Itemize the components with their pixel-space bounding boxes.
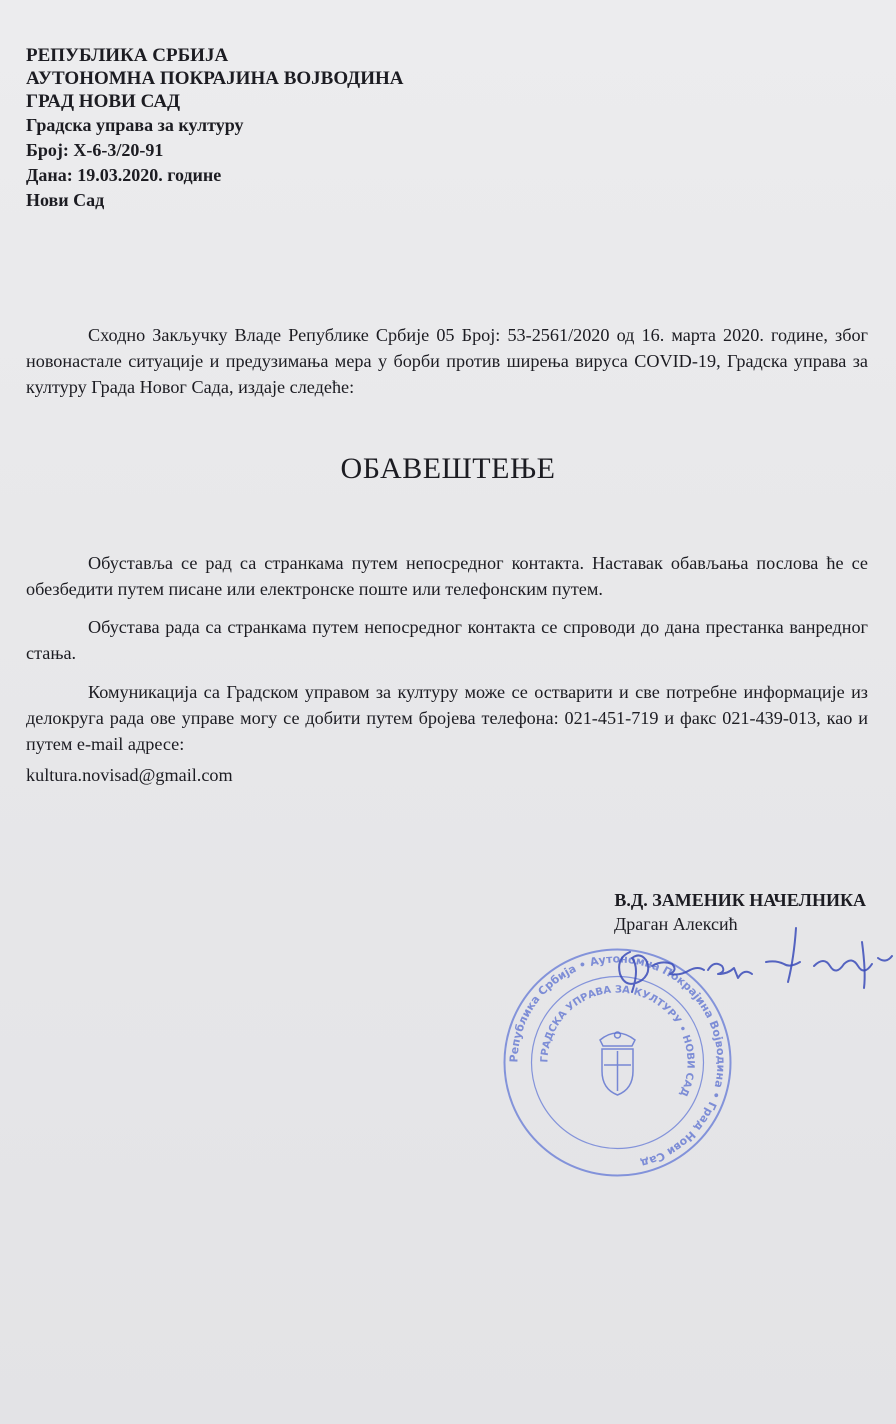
signature-name: Драган Алексић: [614, 914, 738, 934]
handwritten-signature: [600, 918, 896, 1008]
header-city: ГРАД НОВИ САД: [26, 91, 181, 112]
body-paragraph-1: Обуставља се рад са странкама путем непосредног контакта. Наставак обављања послова ће се обезбедити путем писане или електронске поште или телефонским путем.: [26, 553, 868, 599]
document-header: [26, 44, 404, 213]
coat-of-arms-icon: [600, 1032, 635, 1095]
header-date: Дана: 19.03.2020. године: [26, 165, 222, 185]
header-province: АУТОНОМНА ПОКРАЈИНА ВОЈВОДИНА: [26, 68, 404, 89]
document-title: ОБАВЕШТЕЊЕ: [340, 452, 556, 485]
header-place: Нови Сад: [26, 190, 105, 210]
intro-paragraph: Сходно Закључку Владе Републике Србије 05 Број: 53-2561/2020 од 16. марта 2020. године, због новонастале ситуације и предузимања мера у борби против ширења вируса COVID-19, Градска управа за културу Града Новог Сада, издаје следеће:: [26, 325, 868, 397]
header-country: РЕПУБЛИКА СРБИЈА: [26, 45, 229, 66]
stamp-outer-text: Република Србија • Аутономна Покрајина Војводина • Град Нови Сад: [507, 952, 728, 1170]
body-paragraph-3: Комуникација са Градском управом за културу може се остварити и све потребне информације из делокруга рада ове управе могу се добити путем бројева телефона: 021-451-719 и факс 021-439-013, као и путем e-mail адресе:: [26, 682, 868, 754]
header-department: Градска управа за културу: [26, 115, 244, 135]
body-paragraph-2: Обустава рада са странкама путем непосредног контакта се спроводи до дана престанка ванредног стања.: [26, 617, 868, 663]
contact-email: kultura.novisad@gmail.com: [26, 765, 233, 785]
signature-title: В.Д. ЗАМЕНИК НАЧЕЛНИКА: [614, 890, 866, 910]
stamp-inner-text: ГРАДСКА УПРАВА ЗА КУЛТУРУ • НОВИ САД: [539, 984, 696, 1099]
header-reference-number: Број: X-6-3/20-91: [26, 140, 164, 160]
